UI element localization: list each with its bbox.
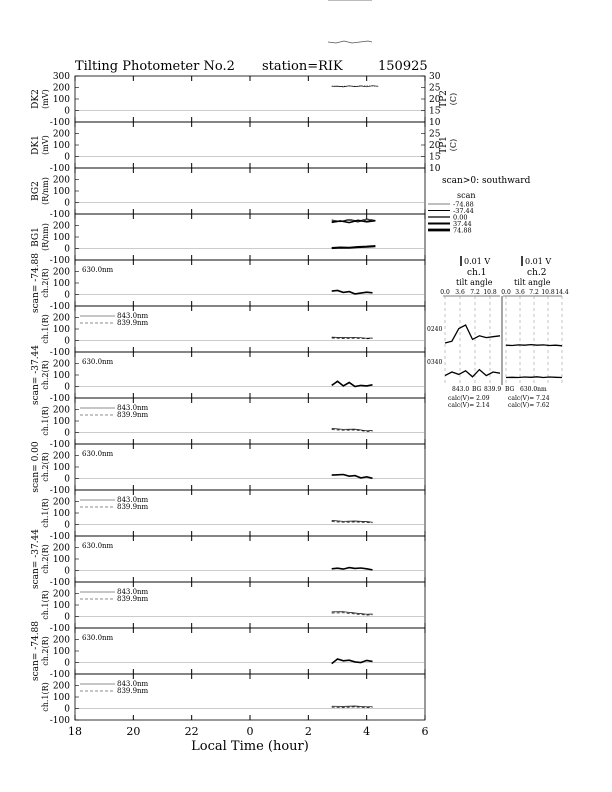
y-axis-label: scan= -37.44 — [31, 344, 41, 406]
y-axis-unit: ch.2(R) — [41, 544, 50, 574]
y-tick-label: 200 — [52, 681, 70, 692]
y-axis-label: DK1 — [31, 135, 41, 155]
legend-label: 839.9nm — [117, 411, 149, 419]
x-tick-label: 18 — [68, 725, 82, 738]
series-line-0 — [332, 568, 373, 570]
right-axis-label: TP1 — [439, 136, 449, 154]
panel-dk2 — [31, 72, 458, 128]
scan-legend-subtitle: scan — [457, 191, 476, 200]
y-tick-label: 100 — [52, 463, 70, 473]
inset-tilt-label-2: tilt angle — [514, 278, 551, 287]
y-axis-label: scan= -74.88 — [31, 620, 41, 682]
y-axis-label: scan= -37.44 — [31, 528, 41, 590]
y-tick-label: -100 — [49, 348, 70, 358]
inset-tick-label: 7.2 — [529, 289, 539, 296]
y-tick-label: 0 — [64, 428, 70, 439]
x-tick-label: 2 — [304, 725, 312, 738]
top-artifact-trace — [328, 41, 372, 43]
y-tick-label: -100 — [49, 486, 70, 496]
y-tick-label: 200 — [52, 543, 70, 554]
x-tick-label: 6 — [421, 725, 429, 738]
y-tick-label: 0 — [64, 382, 70, 393]
panel-s1c2 — [31, 253, 425, 313]
y-tick-label: 200 — [52, 589, 70, 600]
right-tick-label: 15 — [429, 152, 441, 163]
right-axis-label: TP2 — [439, 90, 449, 108]
station-label: station=RIK — [262, 59, 343, 74]
y-tick-label: 200 — [52, 635, 70, 646]
y-tick-label: 0 — [64, 244, 70, 255]
y-tick-label: -100 — [49, 440, 70, 450]
scan-legend-label: -74.88 — [453, 200, 474, 209]
right-tick-label: 30 — [429, 72, 441, 82]
inset-ch1-label: ch.1 — [467, 268, 487, 278]
inset-trace-ch2-row2 — [506, 377, 562, 378]
scan-legend-label: 0.00 — [453, 213, 468, 222]
panel-dk1 — [31, 122, 458, 174]
y-tick-label: 200 — [52, 175, 70, 186]
right-tick-label: 20 — [429, 95, 441, 105]
y-tick-label: 200 — [52, 267, 70, 278]
x-tick-label: 22 — [184, 725, 199, 738]
inset-ch2-label: ch.2 — [527, 268, 547, 278]
inset-tick-label: 0.0 — [440, 289, 450, 296]
right-tick-label: 25 — [429, 129, 441, 140]
y-tick-label: 100 — [52, 233, 70, 243]
scan-legend-label: -37.44 — [453, 207, 474, 215]
inset-tick-label: 7.2 — [470, 289, 480, 296]
y-tick-label: 100 — [52, 187, 70, 197]
legend-label: 843.0nm — [117, 680, 149, 688]
y-tick-label: -100 — [49, 670, 70, 680]
y-axis-label: DK2 — [31, 89, 41, 109]
inset-row1-label: 0240 — [427, 326, 443, 333]
y-axis-label: scan= -74.88 — [31, 252, 41, 314]
scan-legend-title: scan>0: southward — [442, 176, 531, 186]
scan-legend-entries — [428, 201, 474, 235]
y-tick-label: 100 — [52, 647, 70, 657]
y-tick-label: 0 — [64, 152, 70, 163]
scan-legend-label: 74.88 — [453, 226, 472, 235]
panel-frame — [75, 352, 425, 398]
legend-label: 839.9nm — [117, 319, 149, 327]
y-axis-unit: ch.2(R) — [41, 268, 50, 298]
inset-bottom-label: 839.9 — [484, 386, 502, 393]
panel-bg1 — [31, 214, 425, 266]
y-tick-label: -100 — [49, 256, 70, 266]
y-tick-label: -100 — [49, 210, 70, 220]
y-tick-label: 300 — [52, 72, 70, 82]
y-tick-label: 0 — [64, 106, 70, 117]
inset-tilt-label-1: tilt angle — [456, 278, 493, 287]
y-axis-unit: ch.2(R) — [41, 452, 50, 482]
y-tick-label: 100 — [52, 95, 70, 105]
panel-bg2 — [31, 168, 425, 220]
inset-cal-ch2-b: calc(V)= 7.62 — [508, 402, 550, 409]
inset-row2-label: 0340 — [427, 359, 443, 366]
panels-group — [31, 72, 458, 726]
y-tick-label: 100 — [52, 371, 70, 381]
y-tick-label: -100 — [49, 118, 70, 128]
wavelength-label: 630.0nm — [82, 634, 114, 642]
y-tick-label: 100 — [52, 693, 70, 703]
y-tick-label: 200 — [52, 497, 70, 508]
panel-frame — [75, 122, 425, 168]
inset-bottom-label: 843.0 — [452, 386, 470, 393]
wavelength-label: 630.0nm — [82, 358, 114, 366]
y-axis-unit: (R/nm) — [41, 177, 50, 205]
y-tick-label: 0 — [64, 474, 70, 485]
y-tick-label: 0 — [64, 566, 70, 577]
inset-trace-ch1-row2 — [445, 370, 500, 377]
panel-frame — [75, 444, 425, 490]
legend-label: 843.0nm — [117, 496, 149, 504]
y-tick-label: 0 — [64, 198, 70, 209]
panel-s2c2 — [31, 345, 425, 405]
y-tick-label: 200 — [52, 83, 70, 94]
series-line-0 — [332, 475, 373, 479]
y-tick-label: 200 — [52, 129, 70, 140]
y-axis-label: scan= 0.00 — [31, 441, 41, 493]
y-tick-label: -100 — [49, 532, 70, 542]
series-line-4 — [332, 220, 376, 222]
y-tick-label: 200 — [52, 221, 70, 232]
y-axis-unit: (R/nm) — [41, 223, 50, 251]
panel-s4c1 — [41, 582, 425, 634]
panel-s3c2 — [31, 441, 425, 496]
series-line-0 — [332, 659, 373, 664]
inset-trace-ch1-row1 — [445, 325, 500, 343]
y-axis-label: BG2 — [31, 181, 41, 201]
y-axis-label: BG1 — [31, 227, 41, 247]
panel-frame — [75, 260, 425, 306]
inset-tick-label: 10.8 — [483, 289, 497, 296]
legend-label: 843.0nm — [117, 312, 149, 320]
series-line-0 — [332, 381, 373, 386]
y-axis-unit: ch.1(R) — [41, 498, 50, 528]
wavelength-label: 630.0nm — [82, 450, 114, 458]
panel-s2c1 — [41, 398, 425, 450]
x-tick-label: 20 — [126, 725, 141, 738]
x-tick-label: 0 — [246, 725, 254, 738]
inset — [427, 256, 569, 409]
scale-label-ch1: 0.01 V — [464, 257, 491, 266]
wavelength-label: 630.0nm — [82, 542, 114, 550]
y-tick-label: 100 — [52, 601, 70, 611]
figure-title: Tilting Photometer No.2 — [75, 59, 235, 74]
y-tick-label: 200 — [52, 359, 70, 370]
right-axis-unit: (C) — [449, 92, 458, 106]
right-axis-unit: (C) — [449, 138, 458, 152]
inset-cal-ch2-a: calc(V)= 7.24 — [508, 395, 550, 402]
legend-label: 843.0nm — [117, 588, 149, 596]
panel-frame — [75, 628, 425, 674]
right-tick-label: 10 — [429, 118, 441, 128]
y-tick-label: 100 — [52, 141, 70, 151]
inset-tick-label: 14.4 — [555, 289, 569, 296]
y-tick-label: -100 — [49, 624, 70, 634]
inset-bottom-label: BG — [505, 386, 515, 393]
inset-cal-ch1-b: calc(V)= 2.14 — [448, 402, 490, 409]
y-tick-label: 100 — [52, 509, 70, 519]
y-tick-label: -100 — [49, 394, 70, 404]
y-tick-label: -100 — [49, 302, 70, 312]
y-tick-label: 0 — [64, 336, 70, 347]
panel-frame — [75, 76, 425, 122]
panel-frame — [75, 168, 425, 214]
inset-tick-label: 3.6 — [515, 289, 525, 296]
y-tick-label: 0 — [64, 290, 70, 301]
y-tick-label: 100 — [52, 555, 70, 565]
date-label: 150925 — [378, 59, 428, 74]
y-axis-unit: ch.2(R) — [41, 636, 50, 666]
inset-cal-ch1-a: calc(V)= 2.09 — [448, 395, 490, 402]
right-tick-label: 15 — [429, 106, 441, 117]
y-tick-label: 200 — [52, 451, 70, 462]
y-tick-label: 0 — [64, 658, 70, 669]
inset-ch1-scale — [461, 256, 490, 266]
y-axis-unit: ch.2(R) — [41, 360, 50, 390]
x-axis-label: Local Time (hour) — [191, 739, 309, 754]
panel-s5c1 — [41, 674, 425, 726]
legend-label: 839.9nm — [117, 687, 149, 695]
y-tick-label: 200 — [52, 405, 70, 416]
panel-s5c2 — [31, 621, 425, 681]
y-axis-unit: ch.1(R) — [41, 314, 50, 344]
panel-s4c2 — [31, 529, 425, 589]
y-tick-label: -100 — [49, 716, 70, 726]
y-tick-label: 100 — [52, 279, 70, 289]
x-tick-label: 4 — [363, 725, 371, 738]
inset-tick-label: 3.6 — [455, 289, 465, 296]
y-tick-label: -100 — [49, 578, 70, 588]
inset-plot — [440, 289, 569, 385]
y-axis-unit: ch.1(R) — [41, 590, 50, 620]
inset-bottom-ch2: 630.0nm — [520, 386, 547, 393]
series-line-0 — [332, 291, 373, 294]
y-tick-label: 0 — [64, 704, 70, 715]
legend-label: 843.0nm — [117, 404, 149, 412]
y-tick-label: 200 — [52, 313, 70, 324]
inset-ch2-scale — [522, 256, 551, 266]
scan-legend-label: 37.44 — [453, 220, 472, 228]
panel-s3c1 — [41, 490, 425, 542]
legend-label: 839.9nm — [117, 503, 149, 511]
y-axis-unit: (mV) — [41, 89, 50, 109]
y-axis-unit: (mV) — [41, 135, 50, 155]
y-tick-label: 0 — [64, 520, 70, 531]
inset-bottom-labels — [452, 386, 515, 393]
inset-tick-label: 0.0 — [501, 289, 511, 296]
y-axis-unit: ch.1(R) — [41, 406, 50, 436]
inset-bottom-label: BG — [472, 386, 482, 393]
panel-frame — [75, 536, 425, 582]
x-axis-group — [68, 725, 429, 754]
y-tick-label: 100 — [52, 417, 70, 427]
right-tick-label: 10 — [429, 164, 441, 174]
scan-legend — [428, 176, 531, 235]
inset-tick-label: 10.8 — [541, 289, 555, 296]
y-axis-unit: ch.1(R) — [41, 682, 50, 712]
panel-s1c1 — [41, 306, 425, 358]
y-tick-label: 100 — [52, 325, 70, 335]
wavelength-label: 630.0nm — [82, 266, 114, 274]
y-tick-label: -100 — [49, 164, 70, 174]
legend-label: 839.9nm — [117, 595, 149, 603]
right-tick-label: 25 — [429, 83, 441, 94]
right-tick-label: 20 — [429, 141, 441, 151]
scale-label-ch2: 0.01 V — [525, 257, 552, 266]
y-tick-label: 0 — [64, 612, 70, 623]
